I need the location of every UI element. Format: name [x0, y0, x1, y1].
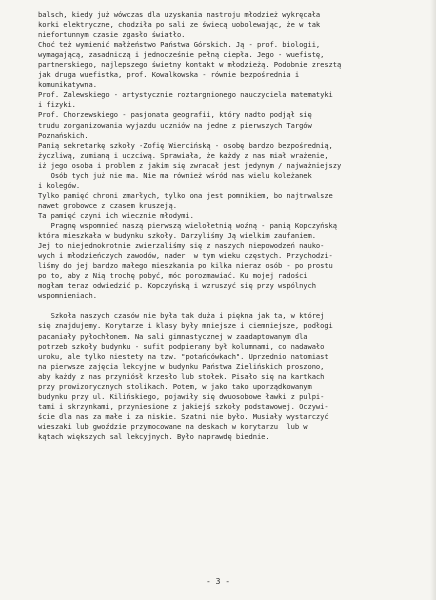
text-line: iż jego osoba i problem z jakim się zwracał jest jedynym / najważniejszy — [38, 160, 342, 170]
text-line: wspomnieniach. — [38, 291, 97, 301]
text-line: Osób tych już nie ma. Nie ma również wśród nas wielu koleżanek — [38, 170, 312, 180]
text-line: Prof. Chorzewskiego - pasjonata geografii, który nadto podjął się — [38, 110, 312, 120]
text-line: po to, aby z Nią trochę pobyć, móc porozmawiać. Ku mojej radości — [38, 271, 308, 281]
text-line: Panią sekretarkę szkoły -Zofię Wiercińską - osobę bardzo bezpośrednią, — [38, 140, 333, 150]
text-line: wymagającą, zasadniczą i jednocześnie pełną ciepła. Jego - wuefistę, — [38, 50, 325, 60]
text-line: Szkoła naszych czasów nie była tak duża i piękna jak ta, w której — [38, 311, 325, 321]
text-line — [38, 301, 416, 311]
text-line: korki elektryczne, chodziła po sali ze świecą uobolewając, że w tak — [38, 20, 321, 30]
text-line: Jej to niejednokrotnie zwierzaliśmy się z naszych niepowodzeń nauko- — [38, 241, 325, 251]
text-line: niefortunnym czasie zgasło światło. — [38, 30, 186, 40]
text-line: Choć też wymienić małżeństwo Państwa Górskich. Ją - prof. biologii, — [38, 40, 321, 50]
text-line: i fizyki. — [38, 100, 76, 110]
document-body — [38, 10, 416, 442]
text-line: ście dla nas za małe i za niskie. Szatni nie było. Musiały wystarczyć — [38, 411, 329, 421]
text-line: aby każdy z nas przyniósł krzesło lub stołek. Pisało się na kartkach — [38, 371, 325, 381]
text-line: Poznańskich. — [38, 130, 89, 140]
text-line: budynku przy ul. Kilińskiego, pojawiły się dwuosobowe ławki z pulpi- — [38, 391, 325, 401]
page-number: - 3 - — [205, 577, 231, 586]
text-line: mogłam teraz odwiedzić p. Kopczyńską i wzruszyć się przy wspólnych — [38, 281, 316, 291]
text-line: potrzeb szkoły budynku - sufit podpierany był kolumnami, co nadawało — [38, 341, 325, 351]
text-line: Prof. Zalewskiego - artystycznie roztargnionego nauczyciela matematyki — [38, 90, 333, 100]
text-line: wych i młodzieńczych zawodów, nader w tym wieku częstych. Przychodzi- — [38, 251, 333, 261]
text-line: balsch, kiedy już wówczas dla uzyskania nastroju młodzież wykręcała — [38, 10, 321, 19]
text-line: pacaniały pyłochłonem. Na sali gimnastycznej w zaadaptowanym dla — [38, 331, 308, 341]
text-line: i kolegów. — [38, 180, 81, 190]
text-line: na pierwsze zajęcia lekcyjne w budynku Państwa Zielińskich proszono, — [38, 361, 325, 371]
text-line: uroku, ale tylko niestety na tzw. "potańcówkach". Uprzednio natomiast — [38, 351, 329, 361]
page-edge-shadow — [430, 0, 436, 600]
text-line: Tylko pamięć chroni zmarłych, tylko ona jest pomnikiem, bo najtrwalsze — [38, 190, 333, 200]
text-line: Pragnę wspomnieć naszą pierwszą wielołetnią woźną - panią Kopczyńską — [38, 220, 337, 230]
text-line: trudu zorganizowania wyjazdu uczniów na jedne z pierwszych Targów — [38, 120, 312, 130]
text-line: tami i skrzynkami, przyniesione z jakiejś szkoły podstawowej. Oczywi- — [38, 401, 329, 411]
text-line: nawet grobowce z czasem kruszeją. — [38, 200, 177, 210]
text-line: się znajdujemy. Korytarze i klasy były mniejsze i ciemniejsze, podłogi — [38, 321, 333, 331]
text-line: wieszaki lub gwoździe przymocowane na deskach w korytarzu lub w — [38, 421, 308, 431]
text-line: kątach większych sal lekcyjnych. Było naprawdę biednie. — [38, 431, 270, 441]
text-line: życzliwą, zumianą i uczciwą. Sprawiała, że każdy z nas miał wrażenie, — [38, 150, 329, 160]
text-line: która mieszkała w budynku szkoły. Darzyliśmy Ją wielkim zaufaniem. — [38, 231, 316, 241]
text-line: jak druga wuefistka, prof. Kowalkowska - równie bezpośrednia i — [38, 70, 300, 80]
text-line: komunikatywna. — [38, 80, 97, 90]
text-line: przy prowizorycznych stolikach. Potem, w jako tako uporządkowanym — [38, 381, 312, 391]
text-line: Ta pamięć czyni ich wiecznie młodymi. — [38, 210, 194, 220]
text-line: liśmy do jej bardzo małego mieszkania po kilka nieraz osób - po prostu — [38, 261, 333, 271]
text-line: partnerskiego, najlepszego świetny kontakt w młodzieżą. Podobnie zresztą — [38, 60, 342, 70]
